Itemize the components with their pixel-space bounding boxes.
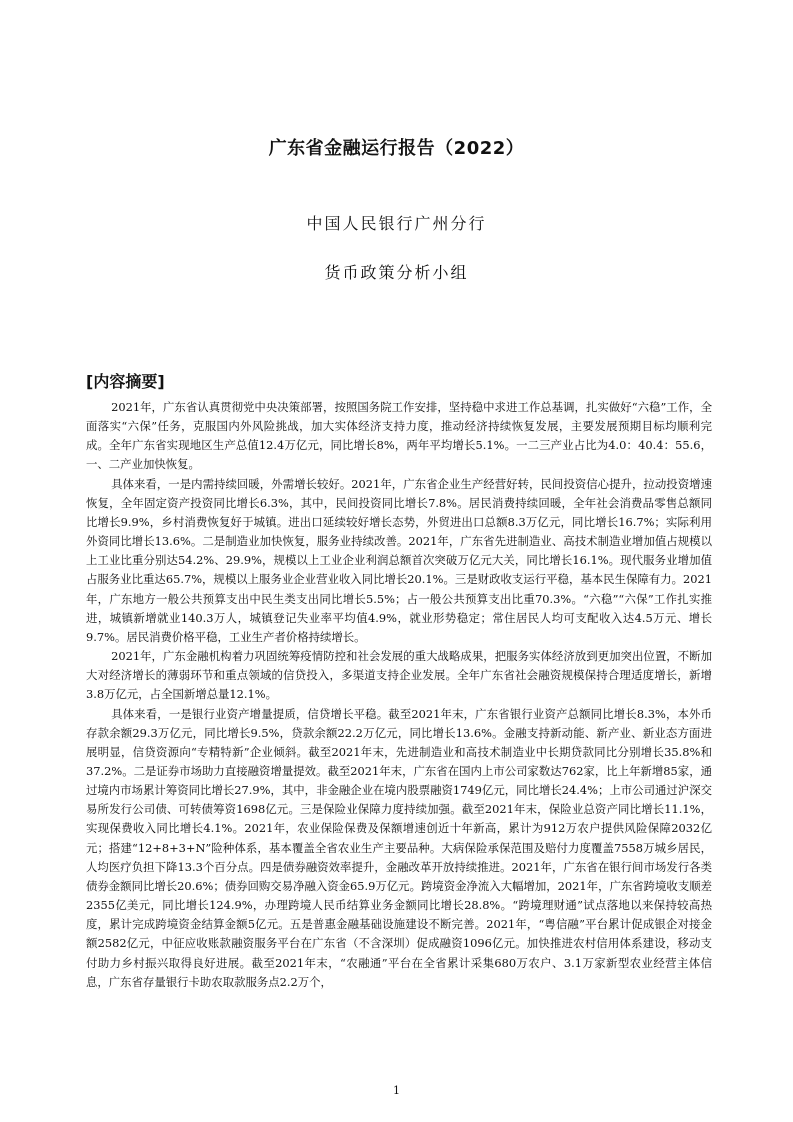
report-title: 广东省金融运行报告（2022）: [268, 138, 525, 159]
paragraph: 2021年，广东省认真贯彻党中央决策部署，按照国务院工作安排，坚持稳中求进工作总基调，扎实做好“六稳”工作，全面落实“六保”任务，克服国内外风险挑战，加大实体经济支持力度，推动经济持续恢复发展，主要发展预期目标均顺利完成。全年广东省实现地区生产总值12.4万亿元，同比增长8%，两年平均增长5.1%。一二三产业占比为4.0：40.4：55.6，一、二产业加快恢复。: [86, 400, 712, 472]
author-organization: 中国人民银行广州分行: [306, 214, 487, 233]
author-group: 货币政策分析小组: [324, 263, 469, 282]
paragraph: 2021年，广东金融机构着力巩固统筹疫情防控和社会发展的重大战略成果，把服务实体经济放到更加突出位置，不断加大对经济增长的薄弱环节和重点领域的信贷投入，多渠道支持企业发展。全年广东省社会融资规模保持合理适度增长，新增3.8万亿元，占全国新增总量12.1%。: [86, 649, 712, 702]
paragraph: 具体来看，一是银行业资产增量提质，信贷增长平稳。截至2021年末，广东省银行业资产总额同比增长8.3%，本外币存款余额29.3万亿元，同比增长9.5%，贷款余额22.2万亿元，同比增长13.6%。金融支持新动能、新产业、新业态方面进展明显，信贷资源向“专精特新”企业倾斜。截至2021年末，先进制造业和高技术制造业中长期贷款同比分别增长35.8%和37.2%。二是证券市场助力直接融资增量提效。截至2021年末，广东省在国内上市公司家数达762家，比上年新增85家，通过境内市场累计筹资同比增长27.9%，其中，非金融企业在境内股票融资1749亿元，同比增长24.4%；上市公司通过沪深交易所发行公司债、可转债筹资1698亿元。三是保险业保障力度持续加强。截至2021年末，保险业总资产同比增长11.1%，实现保费收入同比增长4.1%。2021年，农业保险保费及保额增速创近十年新高，累计为912万农户提供风险保障2032亿元；搭建“12+8+3+N”险种体系，基本覆盖全省农业生产主要品种。大病保险承保范围及赔付力度覆盖7558万城乡居民，人均医疗负担下降13.3个百分点。四是债券融资效率提升，金融改革开放持续推进。2021年，广东省在银行间市场发行各类债券金额同比增长20.6%；债券回购交易净融入资金65.9万亿元。跨境资金净流入大幅增加，2021年，广东省跨境收支顺差2355亿美元，同比增长124.9%，办理跨境人民币结算业务金额同比增长28.8%。“跨境理财通”试点落地以来保持较高热度，累计完成跨境资金结算金额5亿元。五是普惠金融基础设施建设不断完善。2021年，“粤信融”平台累计促成银企对接金额2582亿元，中征应收账款融资服务平台在广东省（不含深圳）促成融资1096亿元。加快推进农村信用体系建设，移动支付助力乡村振兴取得良好进展。截至2021年末，“农融通”平台在全省累计采集680万农户、3.1万家新型农业经营主体信息，广东省存量银行卡助农取款服务点2.2万个，: [86, 706, 712, 989]
section-heading-abstract: [内容摘要]: [86, 372, 165, 391]
abstract-body: [86, 398, 712, 992]
paragraph: 具体来看，一是内需持续回暖，外需增长较好。2021年，广东省企业生产经营好转，民间投资信心提升，拉动投资增速恢复，全年固定资产投资同比增长6.3%，其中，民间投资同比增长7.8%。居民消费持续回暖，全年社会消费品零售总额同比增长9.9%，乡村消费恢复好于城镇。进出口延续较好增长态势，外贸进出口总额8.3万亿元，同比增长16.7%；实际利用外资同比增长13.6%。二是制造业加快恢复，服务业持续改善。2021年，广东省先进制造业、高技术制造业增加值占规模以上工业比重分别达54.2%、29.9%，规模以上工业企业利润总额首次突破万亿元大关，同比增长16.1%。现代服务业增加值占服务业比重达65.7%，规模以上服务业企业营业收入同比增长20.1%。三是财政收支运行平稳，基本民生保障有力。2021年，广东地方一般公共预算支出中民生类支出同比增长5.5%；占一般公共预算支出比重70.3%。“六稳”“六保”工作扎实推进，城镇新增就业140.3万人，城镇登记失业率平均值4.9%，就业形势稳定；常住居民人均可支配收入达4.5万元、增长9.7%。居民消费价格平稳，工业生产者价格持续增长。: [86, 476, 712, 644]
page-number: 1: [393, 1084, 400, 1097]
